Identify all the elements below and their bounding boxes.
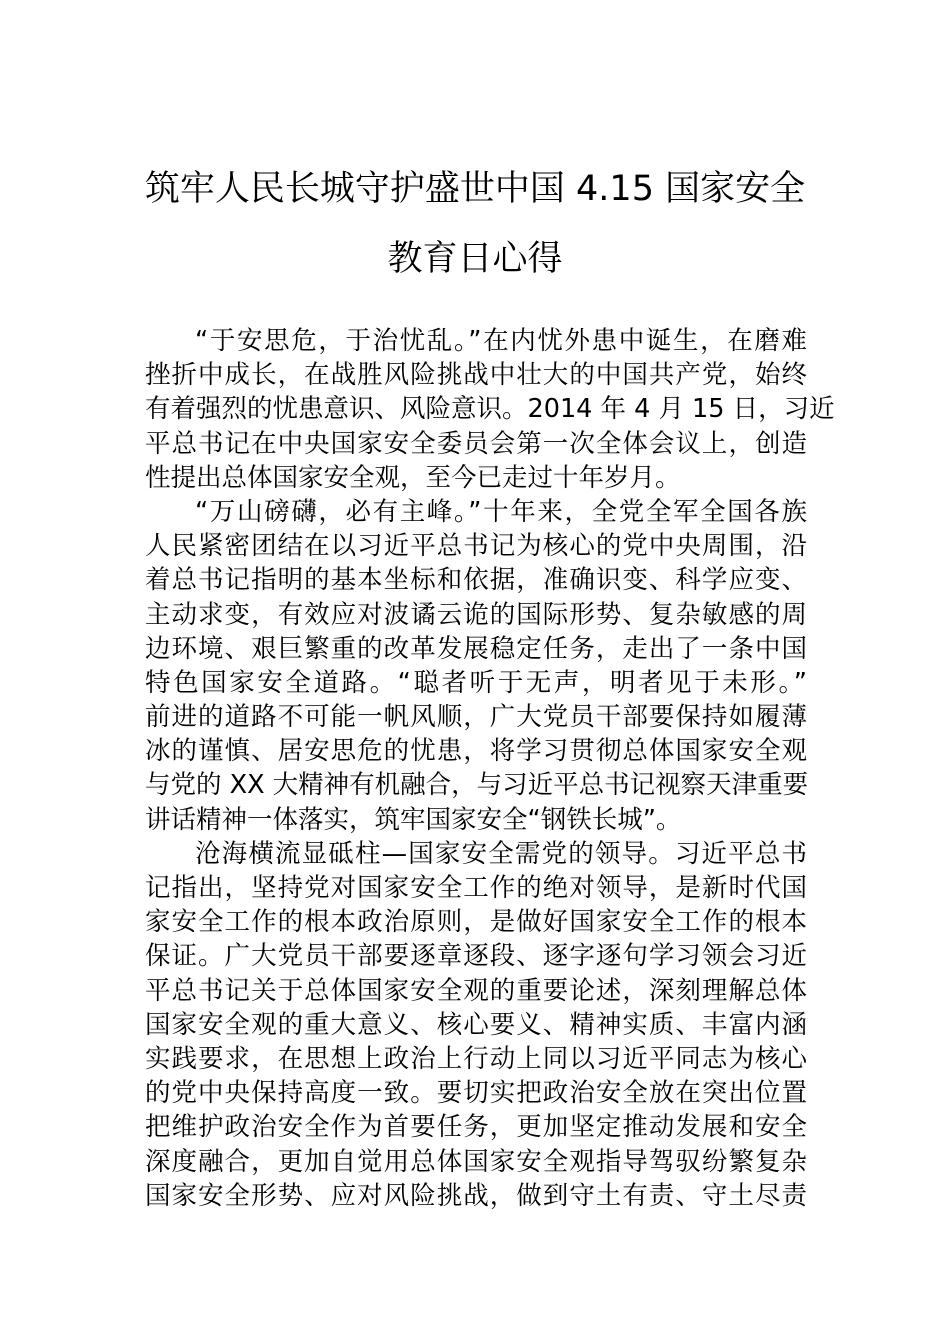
paragraph-line: 冰的谨慎、居安思危的忧患，将学习贯彻总体国家安全观 — [145, 736, 807, 767]
paragraph-line: 人民紧密团结在以习近平总书记为核心的党中央周围，沿 — [145, 531, 807, 562]
paragraph-line: 的党中央保持高度一致。要切实把政治安全放在突出位置 — [145, 1078, 807, 1109]
paragraph-line: 实践要求，在思想上政治上行动上同以习近平同志为核心 — [145, 1043, 807, 1074]
paragraph-line: 着总书记指明的基本坐标和依据，准确识变、科学应变、 — [145, 565, 807, 596]
paragraph — [145, 837, 807, 1213]
paragraph-line: 记指出，坚持党对国家安全工作的绝对领导，是新时代国 — [145, 873, 807, 903]
paragraph-line: 主动求变，有效应对波谲云诡的国际形势、复杂敏感的周 — [145, 599, 807, 630]
paragraph-line: 平总书记关于总体国家安全观的重要论述，深刻理解总体 — [145, 975, 807, 1006]
paragraph-line: “于安思危，于治忧乱。”在内忧外患中诞生，在磨难 — [195, 326, 807, 356]
paragraph-line: 国家安全观的重大意义、核心要义、精神实质、丰富内涵 — [145, 1009, 807, 1040]
paragraph-line: 与党的 XX 大精神有机融合，与习近平总书记视察天津重要 — [145, 770, 809, 801]
paragraph-line: 家安全工作的根本政治原则，是做好国家安全工作的根本 — [145, 907, 807, 938]
paragraph-line: “万山磅礴，必有主峰。”十年来，全党全军全国各族 — [195, 496, 807, 527]
paragraph-line: 讲话精神一体落实，筑牢国家安全“钢铁长城”。 — [145, 804, 682, 835]
paragraph-line: 平总书记在中央国家安全委员会第一次全体会议上，创造 — [145, 428, 807, 459]
paragraph — [145, 495, 807, 837]
paragraph-line: 性提出总体国家安全观，至今已走过十年岁月。 — [145, 462, 681, 493]
paragraph-line: 把维护政治安全作为首要任务，更加坚定推动发展和安全 — [145, 1112, 807, 1143]
paragraph-line: 深度融合，更加自觉用总体国家安全观指导驾驭纷繁复杂 — [145, 1146, 807, 1177]
paragraph-line: 特色国家安全道路。“聪者听于无声，明者见于未形。” — [145, 667, 807, 698]
paragraph-line: 沧海横流显砥柱—国家安全需党的领导。习近平总书 — [195, 838, 807, 869]
paragraph-line: 有着强烈的忧患意识、风险意识。2014 年 4 月 15 日，习近 — [145, 394, 835, 425]
paragraph — [145, 324, 835, 495]
document-body — [145, 324, 835, 1213]
document-title-line-2: 教育日心得 — [387, 239, 563, 279]
paragraph-line: 挫折中成长，在战胜风险挑战中壮大的中国共产党，始终 — [145, 360, 807, 391]
paragraph-line: 保证。广大党员干部要逐章逐段、逐字逐句学习领会习近 — [145, 941, 807, 972]
paragraph-line: 前进的道路不可能一帆风顺，广大党员干部要保持如履薄 — [145, 702, 807, 733]
paragraph-line: 边环境、艰巨繁重的改革发展稳定任务，走出了一条中国 — [145, 633, 807, 664]
paragraph-line: 国家安全形势、应对风险挑战，做到守土有责、守土尽责 — [145, 1180, 807, 1211]
document-title-line-1: 筑牢人民长城守护盛世中国 4.15 国家安全 — [144, 169, 806, 209]
